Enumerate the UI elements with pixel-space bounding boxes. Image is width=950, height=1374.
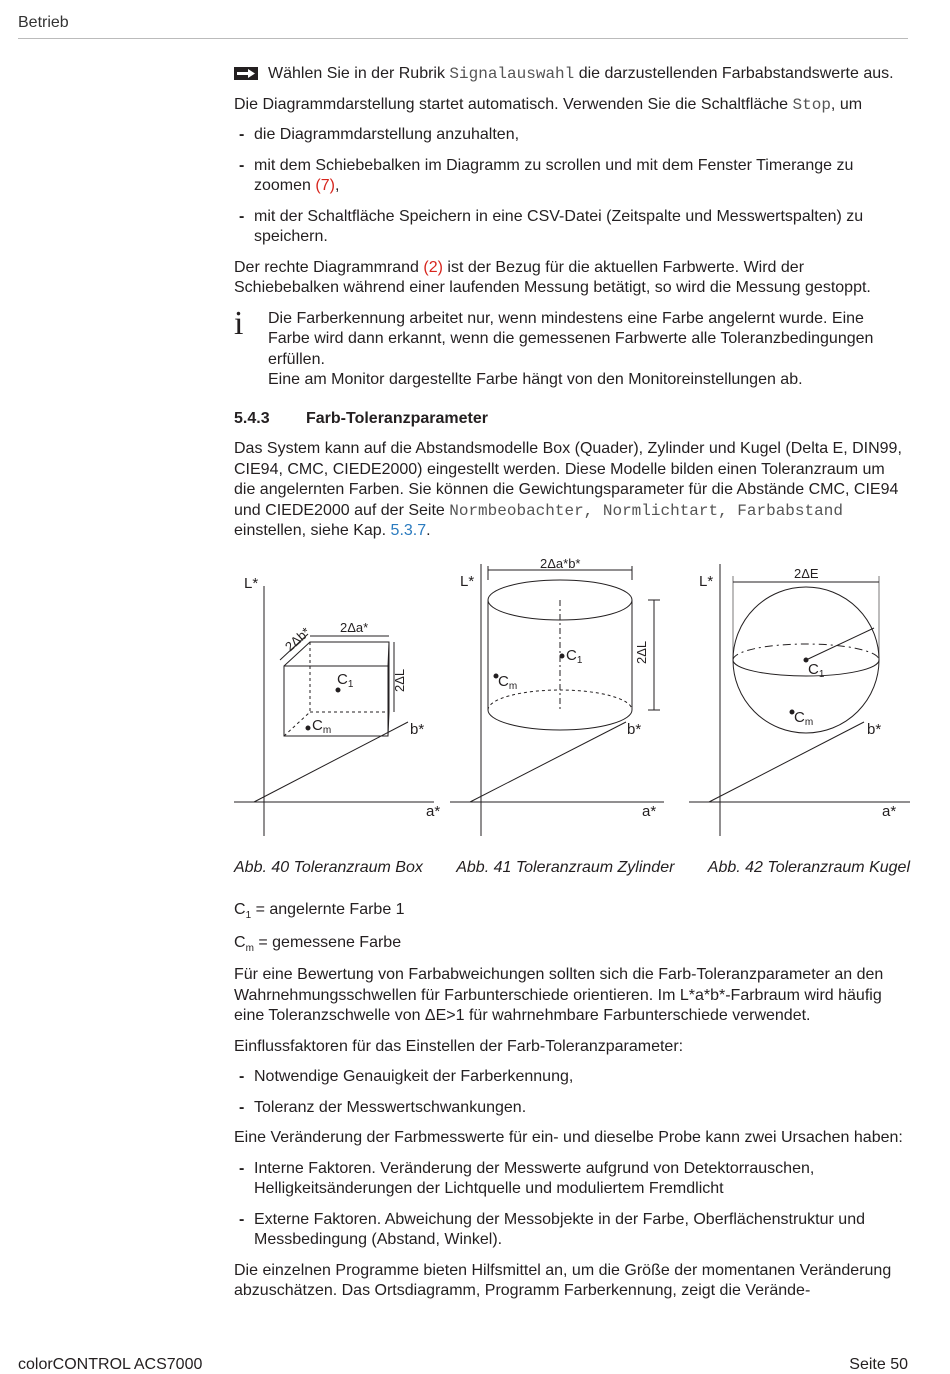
cm-label: $C_m$ bbox=[498, 672, 518, 692]
text: einstellen, siehe Kap. bbox=[234, 522, 391, 539]
axis-label: a* bbox=[642, 802, 657, 820]
axis-label: a* bbox=[882, 802, 897, 820]
info-text-1: Die Farberkennung arbeitet nur, wenn mindestens eine Farbe angelernt wurde. Eine Farbe wird dann erkannt, wenn die gemessenen Farbwerte alle Toleranzbedingungen erfüllen. bbox=[268, 309, 874, 368]
info-text-2: Eine am Monitor dargestellte Farbe hängt von den Monitoreinstellungen ab. bbox=[268, 371, 803, 388]
list-item bbox=[234, 1067, 910, 1088]
caption-cylinder: Abb. 41 Toleranzraum Zylinder bbox=[456, 858, 675, 876]
list-item bbox=[234, 1098, 910, 1119]
text: , um bbox=[830, 95, 863, 113]
point-c1 bbox=[336, 688, 340, 692]
sphere-figure bbox=[689, 564, 910, 836]
axis-label: a* bbox=[426, 802, 441, 820]
bullet-text: Interne Faktoren. Veränderung der Messwerte aufgrund von Detektorrauschen, Helligkeitsänderungen der Lichtquelle und moduliertem Fremdlicht bbox=[254, 1159, 815, 1197]
signal-selection-term: Signalauswahl bbox=[449, 65, 575, 83]
bullet-dash: - bbox=[239, 126, 245, 143]
figure-captions bbox=[234, 858, 910, 879]
stop-button-term: Stop bbox=[792, 95, 831, 114]
info-note bbox=[234, 304, 910, 391]
cylinder-figure bbox=[450, 556, 664, 836]
text: C bbox=[234, 901, 246, 918]
paragraph-factors: Einflussfaktoren für das Einstellen der Farb-Toleranzparameter: bbox=[234, 1037, 684, 1055]
section-heading bbox=[234, 409, 910, 430]
reference-link[interactable]: (7) bbox=[315, 177, 335, 194]
bullet-dash: - bbox=[239, 156, 245, 174]
bullet-text: die Diagrammdarstellung anzuhalten, bbox=[254, 126, 520, 143]
cm-label: $C_m$ bbox=[312, 716, 332, 736]
step-text-b: die darzustellenden Farbabstandswerte aus. bbox=[574, 65, 894, 82]
box-figure bbox=[234, 575, 440, 836]
paragraph-programs: Die einzelnen Programme bieten Hilfsmittel an, um die Größe der momentanen Veränderung abzuschätzen. Das Ortsdiagramm, Programm Farberkennung, zeigt die Verände- bbox=[234, 1261, 892, 1299]
c1-label: $C_1$ bbox=[337, 670, 354, 690]
bullet-text: Toleranz der Messwertschwankungen. bbox=[254, 1098, 527, 1116]
paragraph-evaluation: Für eine Bewertung von Farbabweichungen sollten sich die Farb-Toleranzparameter an den Wahrnehmungsschwellen für Farbunterschiede orientieren. Im L*a*b*-Farbraum wird häufig eine Toleranzschwelle von ΔE>1 für wahrnehmbare Farbunterschiede verwendet. bbox=[234, 966, 884, 1024]
text: = angelernte Farbe 1 bbox=[251, 901, 405, 918]
point-cm bbox=[306, 726, 310, 730]
text: = gemessene Farbe bbox=[253, 933, 402, 951]
axis-label: L* bbox=[699, 572, 714, 590]
tolerance-figures bbox=[234, 556, 910, 838]
settings-page-term: Normbeobachter, Normlichtart, Farbabstand bbox=[449, 501, 843, 520]
subscript: 1 bbox=[245, 910, 252, 921]
dimension-label: 2Δa*b* bbox=[540, 555, 581, 571]
axis-label: b* bbox=[867, 720, 882, 738]
step-text-a: Wählen Sie in der Rubrik bbox=[268, 65, 450, 82]
paragraph-diagram bbox=[234, 95, 910, 116]
dimension-label: 2ΔL bbox=[392, 668, 407, 692]
bullet-dash: - bbox=[239, 1159, 245, 1177]
text: Der rechte Diagrammrand bbox=[234, 258, 424, 276]
c1-label: $C_1$ bbox=[808, 660, 825, 680]
axis-label: b* bbox=[410, 720, 425, 738]
c1-label: $C_1$ bbox=[566, 646, 583, 666]
footer-product: colorCONTROL ACS7000 bbox=[18, 1356, 203, 1373]
caption-sphere: Abb. 42 Toleranzraum Kugel bbox=[707, 858, 910, 876]
text: . bbox=[426, 522, 431, 539]
dimension-label: 2ΔE bbox=[794, 565, 819, 581]
dimension-label: 2ΔL bbox=[634, 640, 649, 664]
axis-label: b* bbox=[627, 720, 642, 738]
page-header-chapter: Betrieb bbox=[18, 14, 69, 31]
bullet-text: Notwendige Genauigkeit der Farberkennung, bbox=[254, 1068, 574, 1085]
cm-label: $C_m$ bbox=[794, 708, 814, 728]
bullet-text: mit der Schaltfläche Speichern in eine CSV-Datei (Zeitspalte und Messwertspalten) zu speichern. bbox=[254, 207, 864, 245]
axis-label: L* bbox=[460, 572, 475, 590]
bullet-dash: - bbox=[239, 207, 245, 225]
arrow-right-icon bbox=[234, 67, 258, 80]
list-item bbox=[234, 156, 910, 197]
text: C bbox=[234, 933, 246, 951]
page-content bbox=[234, 64, 910, 1312]
paragraph-diagram-edge bbox=[234, 258, 910, 299]
text: , bbox=[334, 177, 340, 194]
paragraph-causes: Eine Veränderung der Farbmesswerte für ein- und dieselbe Probe kann zwei Ursachen haben: bbox=[234, 1129, 903, 1146]
instruction-step bbox=[234, 64, 910, 85]
paragraph-models bbox=[234, 439, 910, 542]
dimension-label: 2Δa* bbox=[340, 619, 369, 635]
list-item bbox=[234, 207, 910, 248]
bullet-text: mit dem Schiebebalken im Diagramm zu scrollen und mit dem Fenster Timerange zu zoomen bbox=[254, 156, 854, 194]
bullet-dash: - bbox=[239, 1068, 245, 1085]
list-item bbox=[234, 125, 910, 146]
chapter-link[interactable]: 5.3.7 bbox=[390, 522, 427, 539]
reference-link[interactable]: (2) bbox=[423, 258, 443, 276]
section-title: Farb-Toleranzparameter bbox=[306, 409, 488, 427]
axis-label: L* bbox=[244, 574, 259, 592]
point-c1 bbox=[560, 654, 564, 658]
text: Die Diagrammdarstellung startet automatisch. Verwenden Sie die Schaltfläche bbox=[234, 95, 793, 113]
bullet-dash: - bbox=[239, 1098, 245, 1116]
footer-page-number: Seite 50 bbox=[849, 1356, 908, 1373]
header-divider bbox=[18, 38, 908, 39]
text: Das System kann auf die Abstandsmodelle Box (Quader), Zylinder und Kugel (Delta E, DIN99, CIE94, CMC, CIEDE2000) eingestellt werden. Diese Modelle bilden einen Toleranzraum um die angelernten Farben. Sie können die Gewichtungsparameter für die Abstände CMC, CIE94 und CIEDE2000 auf der Seite bbox=[234, 440, 902, 519]
legend-c1 bbox=[234, 900, 910, 923]
list-item bbox=[234, 1210, 910, 1251]
legend-cm bbox=[234, 933, 910, 956]
text: ist der Bezug für die aktuellen Farbwerte. Wird der Schiebebalken während einer laufenden Messung betätigt, so wird die Messung gestoppt. bbox=[234, 258, 871, 296]
subscript: m bbox=[245, 942, 254, 954]
bullet-dash: - bbox=[239, 1210, 245, 1228]
info-icon: i bbox=[234, 304, 244, 342]
dimension-label: 2Δb* bbox=[281, 623, 313, 654]
bullet-text: Externe Faktoren. Abweichung der Messobjekte in der Farbe, Oberflächenstruktur und Messbedingung (Abstand, Winkel). bbox=[254, 1210, 865, 1248]
list-item bbox=[234, 1159, 910, 1200]
caption-box: Abb. 40 Toleranzraum Box bbox=[234, 858, 423, 876]
section-number: 5.4.3 bbox=[234, 409, 270, 427]
